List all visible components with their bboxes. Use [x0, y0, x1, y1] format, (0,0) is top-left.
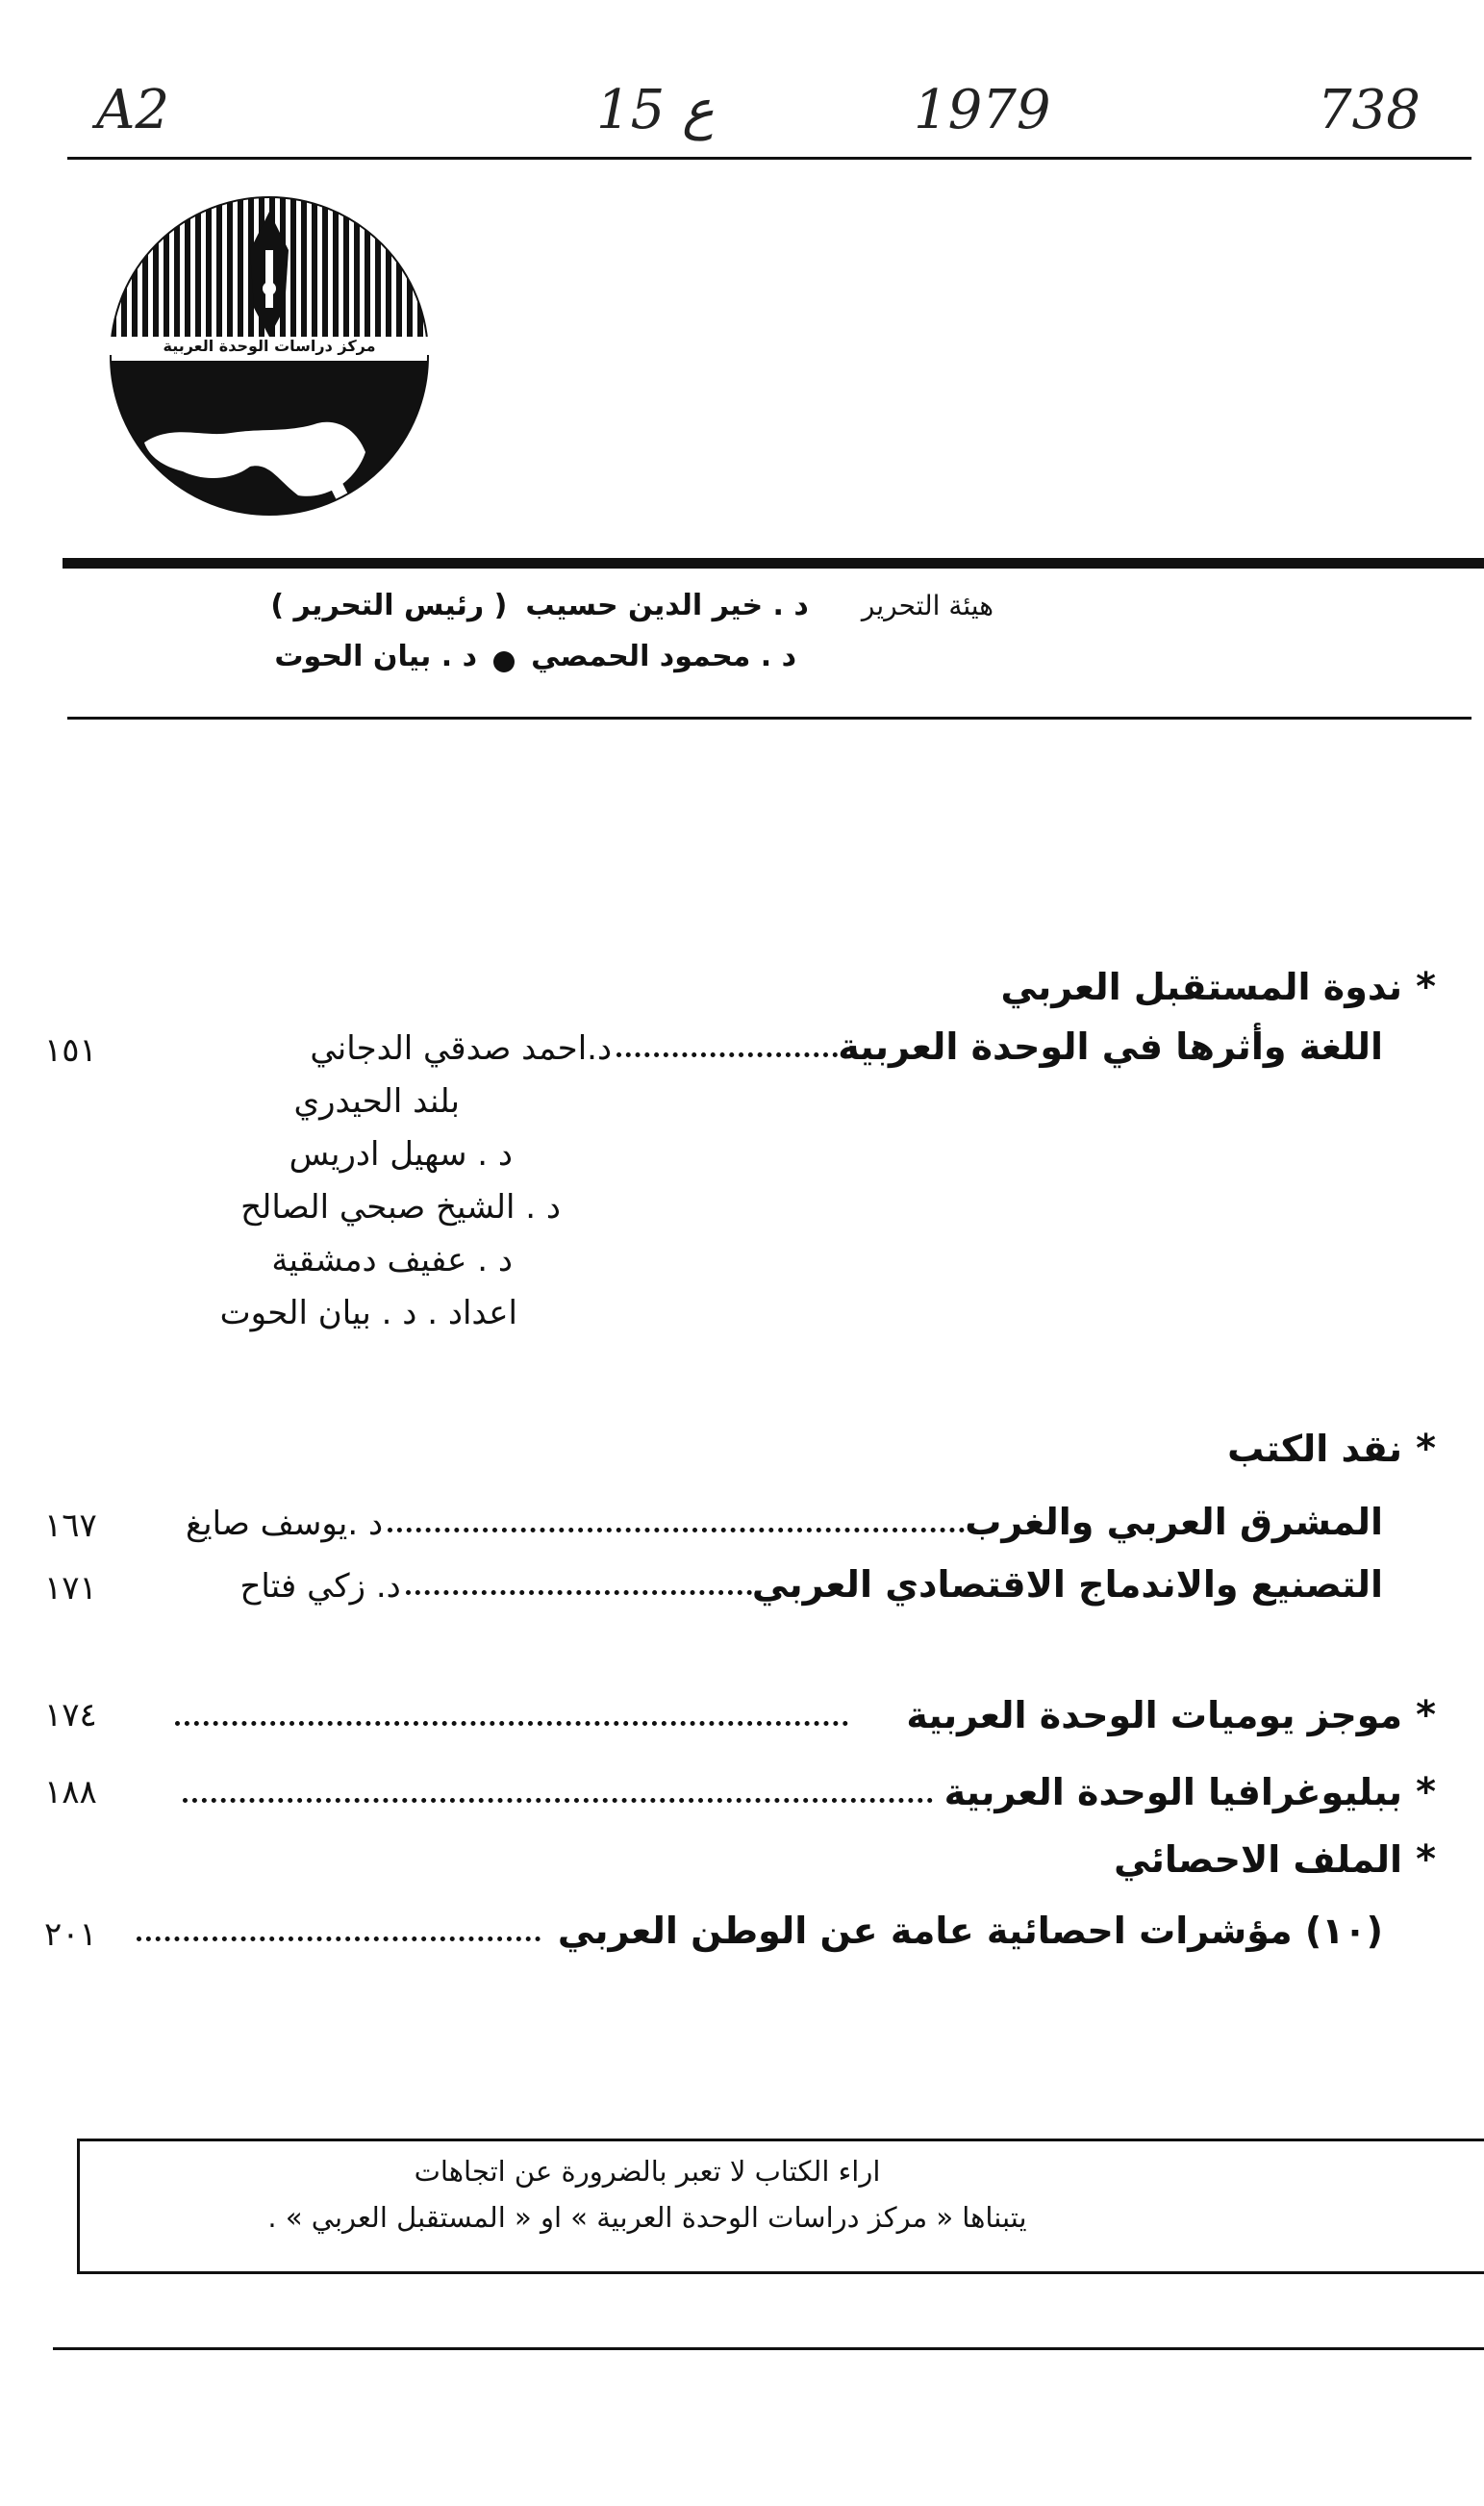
- handwritten-year: 1979: [914, 79, 1051, 141]
- section-heading: نقد الكتب: [1227, 1428, 1403, 1470]
- entry-author: د .يوسف صايغ: [186, 1505, 384, 1543]
- section-heading: موجز يوميات الوحدة العربية: [906, 1694, 1403, 1736]
- disclaimer-line-2: يتبناها « مركز دراسات الوحدة العربية » او « المستقبل العربي » .: [267, 2201, 1027, 2234]
- participant-4: د . عفيف دمشقية: [271, 1241, 513, 1279]
- participant-2: د . سهيل ادريس: [289, 1135, 513, 1174]
- entry-author: د.احمد صدقي الدجاني: [310, 1029, 613, 1068]
- page-number: ١٥١: [44, 1031, 97, 1070]
- entry-title: (١٠) مؤشرات احصائية عامة عن الوطن العربي: [557, 1910, 1383, 1952]
- section-bibliography: [183, 1770, 1436, 1814]
- page-number: ١٧٤: [44, 1696, 97, 1734]
- entry-title: التصنيع والاندماج الاقتصادي العربي: [751, 1563, 1383, 1606]
- logo-caption: مركز دراسات الوحدة العربية: [106, 337, 433, 355]
- symposium-entry: [310, 1025, 1383, 1068]
- section-chronology: [175, 1693, 1436, 1737]
- review-entry-2: [239, 1563, 1383, 1606]
- page-number: ١٧١: [44, 1569, 97, 1607]
- section-symposium-heading: [1001, 965, 1436, 1009]
- section-heading: ندوة المستقبل العربي: [1000, 966, 1403, 1008]
- board-member-1: د . محمود الحمصي: [531, 640, 796, 673]
- page-number: ١٦٧: [44, 1506, 97, 1545]
- statistics-entry: [137, 1910, 1383, 1952]
- board-member-2: د . بيان الحوت: [274, 640, 477, 673]
- leader-dots: [183, 1798, 933, 1803]
- entry-title: المشرق العربي والغرب: [965, 1501, 1383, 1543]
- participant-3: د . الشيخ صبحي الصالح: [240, 1188, 561, 1227]
- bullet-dot-icon: [493, 651, 515, 672]
- star-bullet-icon: *: [1416, 965, 1436, 1009]
- handwritten-issue: 15 ع: [596, 79, 715, 141]
- leader-dots: [406, 1590, 752, 1595]
- handwritten-number: 738: [1318, 79, 1421, 141]
- leader-dots: [175, 1721, 848, 1726]
- disclaimer-line-1: اراء الكتاب لا تعبر بالضرورة عن اتجاهات: [414, 2155, 881, 2188]
- board-editor-role: ( رئيس التحرير ): [270, 589, 508, 622]
- section-heading: الملف الاحصائي: [1114, 1838, 1403, 1881]
- leader-dots: [388, 1528, 965, 1532]
- participant-5: اعداد . د . بيان الحوت: [219, 1294, 517, 1332]
- star-bullet-icon: *: [1416, 1693, 1436, 1737]
- entry-title: اللغة وأثرها في الوحدة العربية: [838, 1025, 1383, 1068]
- section-heading: ببليوغرافيا الوحدة العربية: [943, 1771, 1403, 1813]
- section-statistics-heading: [1114, 1837, 1436, 1882]
- star-bullet-icon: *: [1416, 1427, 1436, 1471]
- board-line-2: [274, 640, 796, 673]
- page-number: ١٨٨: [44, 1773, 97, 1811]
- review-entry-1: [186, 1501, 1383, 1543]
- star-bullet-icon: *: [1416, 1837, 1436, 1882]
- leader-dots: [137, 1936, 541, 1941]
- board-bottom-rule: [67, 717, 1471, 720]
- entry-author: د. زكي فتاح: [239, 1567, 401, 1606]
- board-editor: د . خير الدين حسيب: [525, 589, 809, 622]
- star-bullet-icon: *: [1416, 1770, 1436, 1814]
- header-rule: [67, 157, 1471, 160]
- leader-dots: [616, 1052, 838, 1057]
- board-label: هيئة التحرير: [861, 590, 994, 621]
- participant-1: بلند الحيدري: [293, 1082, 460, 1121]
- footer-rule: [53, 2347, 1484, 2350]
- section-reviews-heading: [1227, 1427, 1436, 1471]
- board-line-1: [270, 589, 994, 622]
- page-number: ٢٠١: [44, 1915, 97, 1954]
- disclaimer-box: [77, 2139, 1484, 2274]
- logo-emblem: [96, 192, 442, 519]
- board-top-rule: [63, 558, 1484, 569]
- handwritten-code: A2: [96, 79, 170, 141]
